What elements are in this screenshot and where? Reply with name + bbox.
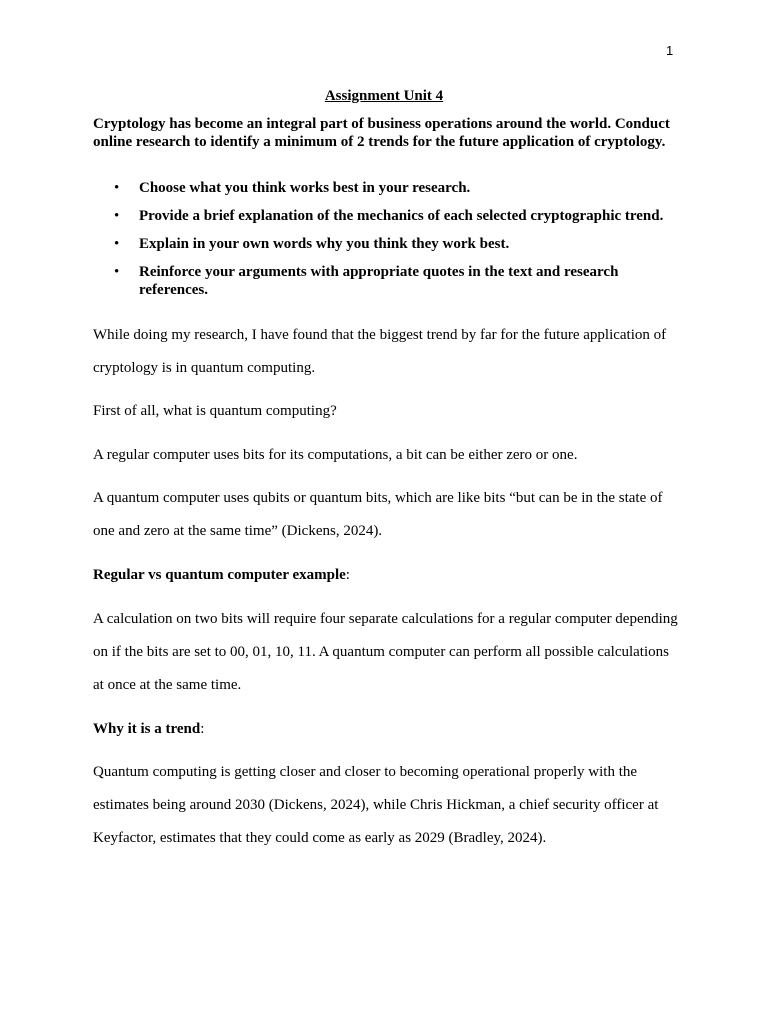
list-item-text: Choose what you think works best in your research. [139,180,471,196]
list-item [93,179,683,197]
section-heading-text: Regular vs quantum computer example [93,567,346,583]
bullet-icon: • [114,264,120,280]
section-heading-colon: : [345,567,350,583]
section-heading-text: Why it is a trend [93,721,201,737]
section-heading-colon: : [200,721,205,737]
list-item [93,207,683,225]
assignment-title: Assignment Unit 4 [324,88,444,104]
list-item-text: Provide a brief explanation of the mechanics of each selected cryptographic trend. [139,208,664,224]
bullet-icon: • [114,208,120,224]
section-heading-trend [93,713,683,746]
bullet-icon: • [114,236,120,252]
body-paragraph-quantum-computer: A quantum computer uses qubits or quantum bits, which are like bits “but can be in the state of one and zero at the same time” (Dickens, 2024). [93,490,663,539]
list-item-text: Reinforce your arguments with appropriate quotes in the text and research references. [139,264,619,298]
requirements-list [93,179,683,309]
body-paragraph-regular-computer: A regular computer uses bits for its computations, a bit can be either zero or one. [93,447,578,463]
body-paragraph-timeline: Quantum computing is getting closer and closer to becoming operational properly with the estimates being around 2030 (Dickens, 2024), while Chris Hickman, a chief security officer at Keyfactor, estimates that they could come as early as 2029 (Bradley, 2024). [93,764,659,846]
body-paragraph-calculation: A calculation on two bits will require four separate calculations for a regular computer depending on if the bits are set to 00, 01, 10, 11. A quantum computer can perform all possible calculations at once at the same time. [93,611,678,693]
bullet-icon: • [114,180,120,196]
page-number: 1 [666,43,674,58]
assignment-prompt: Cryptology has become an integral part of business operations around the world. Conduct online research to identify a minimum of 2 trends for the future application of cryptology. [93,116,670,150]
list-item [93,235,683,253]
body-paragraph-question: First of all, what is quantum computing? [93,403,337,419]
list-item-text: Explain in your own words why you think they work best. [139,236,510,252]
list-item [93,263,683,299]
body-paragraph-research-trend: While doing my research, I have found that the biggest trend by far for the future application of cryptology is in quantum computing. [93,327,667,376]
section-heading-example [93,559,683,592]
